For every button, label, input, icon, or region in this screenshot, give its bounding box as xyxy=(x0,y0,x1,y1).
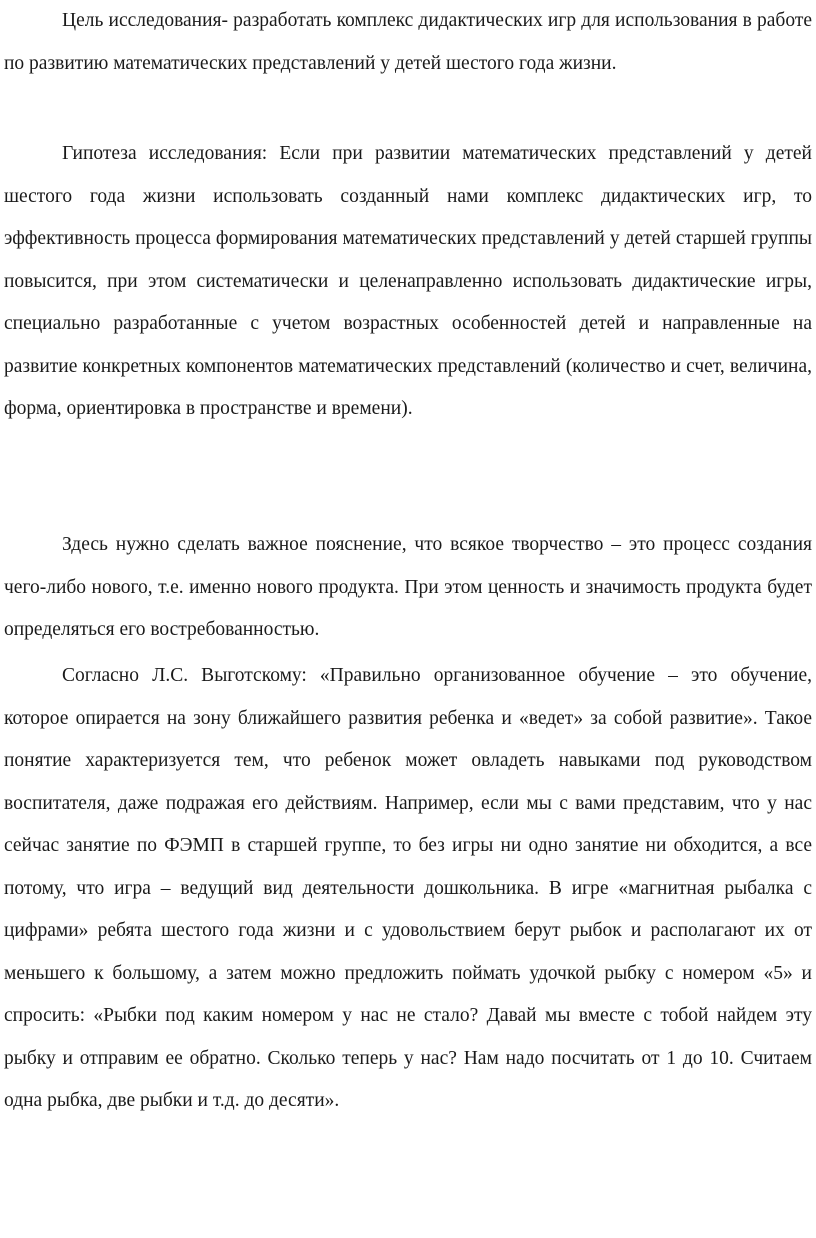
paragraph-creativity-note: Здесь нужно сделать важное пояснение, что всякое творчество – это процесс создания чего-либо нового, т.е. именно нового продукта. При этом ценность и значимость продукта будет определяться его востребованностью. xyxy=(4,534,812,640)
paragraph-research-goal: Цель исследования- разработать комплекс дидактических игр для использования в работе по развитию математических представлений у детей шестого года жизни. xyxy=(4,10,812,74)
paragraph-hypothesis: Гипотеза исследования: Если при развитии математических представлений у детей шестого года жизни использовать созданный нами комплекс дидактических игр, то эффективность процесса формирования математических представлений у детей старшей группы повысится, при этом систематически и целенаправленно использовать дидактические игры, специально разработанные с учетом возрастных особенностей детей и направленные на развитие конкретных компонентов математических представлений (количество и счет, величина, форма, ориентировка в пространстве и времени). xyxy=(4,143,812,419)
paragraph-vygotsky-example: Согласно Л.С. Выготскому: «Правильно организованное обучение – это обучение, которое опирается на зону ближайшего развития ребенка и «ведет» за собой развитие». Такое понятие характеризуется тем, что ребенок может овладеть навыками под руководством воспитателя, даже подражая его действиям. Например, если мы с вами представим, что у нас сейчас занятие по ФЭМП в старшей группе, то без игры ни одно занятие ни обходится, а все потому, что игра – ведущий вид деятельности дошкольника. В игре «магнитная рыбалка с цифрами» ребята шестого года жизни и с удовольствием берут рыбок и располагают их от меньшего к большому, а затем можно предложить поймать удочкой рыбку с номером «5» и спросить: «Рыбки под каким номером у нас не стало? Давай мы вместе с тобой найдем эту рыбку и отправим ее обратно. Сколько теперь у нас? Нам надо посчитать от 1 до 10. Считаем одна рыбка, две рыбки и т.д. до десяти». xyxy=(4,665,812,1111)
